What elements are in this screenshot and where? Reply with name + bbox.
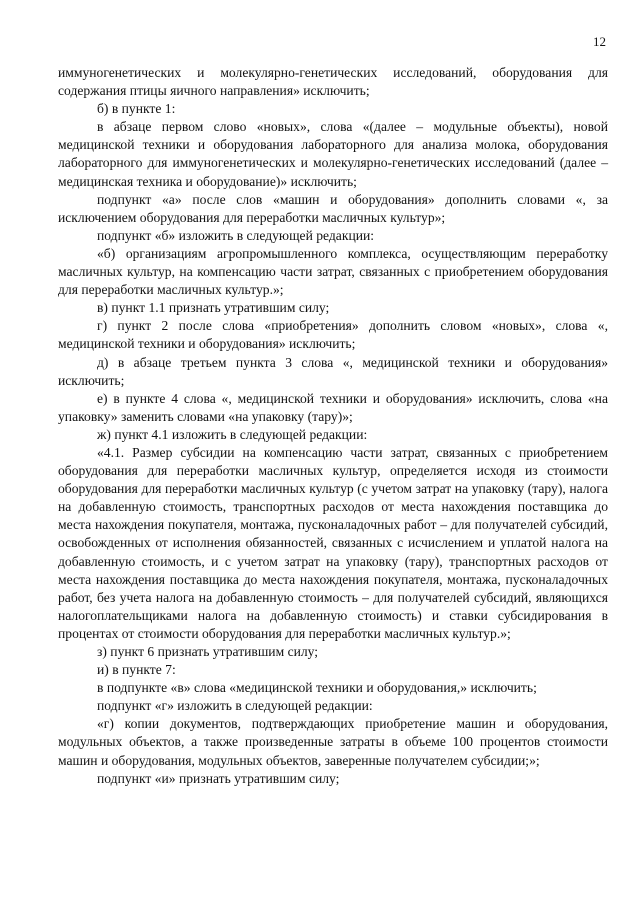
- paragraph: «г) копии документов, подтверждающих приобретение машин и оборудования, модульных объектов, а также произведенные затраты в объеме 100 процентов стоимости машин и оборудования, модульных объектов, заверенные получателем субсидии;»;: [58, 716, 608, 768]
- paragraph: и) в пункте 7:: [97, 662, 176, 678]
- paragraph: подпункт «б» изложить в следующей редакции:: [97, 227, 375, 243]
- paragraph: з) пункт 6 признать утратившим силу;: [97, 644, 319, 659]
- paragraph: ж) пункт 4.1 изложить в следующей редакции:: [97, 426, 368, 442]
- paragraph: в) пункт 1.1 признать утратившим силу;: [97, 300, 330, 316]
- paragraph: в абзаце первом слово «новых», слова «(далее – модульные объекты), новой медицинской техники и оборудования лабораторного для анализа молока, оборудования лабораторного для иммуногенетических и молекулярно-генетических исследований (далее – медицинская техника и оборудование)» исключить;: [58, 119, 608, 189]
- document-body: [58, 64, 608, 788]
- paragraph: г) пункт 2 после слова «приобретения» дополнить словом «новых», слова «, медицинской техники и оборудования» исключить;: [58, 318, 608, 352]
- paragraph: подпункт «а» после слов «машин и оборудования» дополнить словами «, за исключением оборудования для переработки масличных культур»;: [58, 191, 608, 225]
- paragraph: в подпункте «в» слова «медицинской техники и оборудования,» исключить;: [97, 680, 537, 696]
- paragraph: д) в абзаце третьем пункта 3 слова «, медицинской техники и оборудования» исключить;: [58, 354, 608, 388]
- page-number: 12: [593, 34, 606, 49]
- paragraph: б) в пункте 1:: [97, 101, 176, 117]
- paragraph: подпункт «г» изложить в следующей редакции:: [97, 698, 373, 714]
- paragraph: «4.1. Размер субсидии на компенсацию части затрат, связанных с приобретением оборудования для переработки масличных культур, определяется исходя из стоимости оборудования для переработки масличных культур (с учетом затрат на упаковку (тару), налога на добавленную стоимость, транспортных расходов от места нахождения поставщика до места нахождения покупателя, монтажа, пусконаладочных работ – для получателей субсидий, освобожденных от исполнения обязанностей, связанных с исчислением и уплатой налога на добавленную стоимость, и с учетом затрат на упаковку (тару), транспортных расходов от места нахождения поставщика до места нахождения покупателя, монтажа, пусконаладочных работ, без учета налога на добавленную стоимость – для получателей субсидий, являющихся налогоплательщиками налога на добавленную стоимость) и ставки субсидирования в процентах от стоимости оборудования для переработки масличных культур.»;: [58, 444, 608, 641]
- paragraph: иммуногенетических и молекулярно-генетических исследований, оборудования для содержания птицы яичного направления» исключить;: [58, 65, 608, 99]
- paragraph: е) в пункте 4 слова «, медицинской техники и оборудования» исключить, слова «на упаковку» заменить словами «на упаковку (тару)»;: [58, 390, 608, 424]
- paragraph: «б) организациям агропромышленного комплекса, осуществляющим переработку масличных культур, на компенсацию части затрат, связанных с приобретением оборудования для переработки масличных культур.»;: [58, 245, 608, 298]
- paragraph: подпункт «и» признать утратившим силу;: [97, 770, 340, 786]
